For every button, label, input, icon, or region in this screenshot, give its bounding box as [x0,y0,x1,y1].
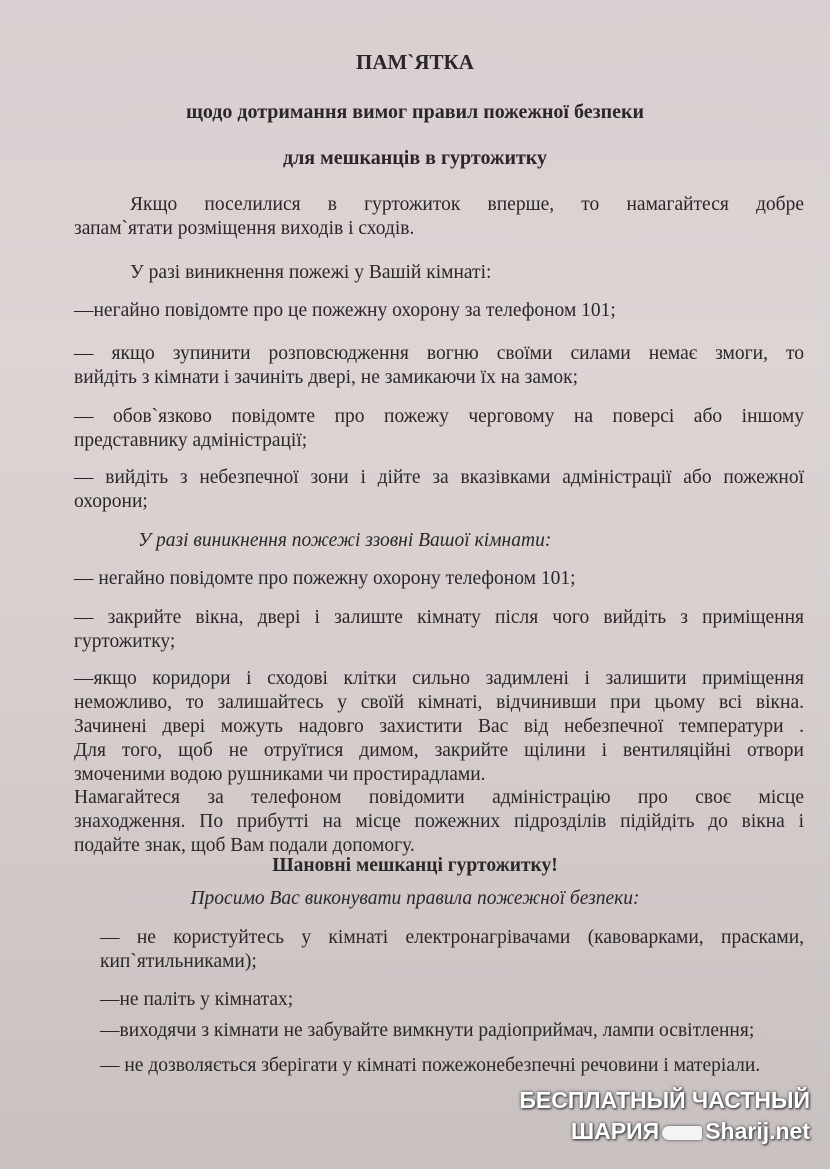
page-title: ПАМ`ЯТКА [356,50,474,74]
intro-line-2: запам`ятати розміщення виходів і сходів. [74,218,415,239]
subtitle-line-1: щодо дотримання вимог правил пожежної безпеки [185,101,645,123]
rule-4: — не дозволяється зберігати у кімнаті пожежонебезпечні речовини і матеріали. [100,1055,761,1076]
address-heading: Шановні мешканці гуртожитку! [272,855,558,876]
pointing-hand-icon [662,1126,702,1140]
outside-item-3-line-7: знаходження. По прибутті на місце пожежних підрозділів підійдіть до вікна і [74,811,804,832]
inside-item-2-line-1: — якщо зупинити розповсюдження вогню своїми силами немає змоги, то [74,343,804,364]
outside-heading: У разі виникнення пожежі ззовні Вашої кімнати: [138,530,552,551]
outside-item-3-line-5: змоченими водою рушниками чи простирадлами. [74,764,486,785]
rule-3: —виходячи з кімнати не забувайте вимкнути радіоприймач, лампи освітлення; [100,1020,755,1041]
intro-line-1: Якщо поселилися в гуртожиток вперше, то намагайтеся добре [130,194,804,215]
outside-item-3-line-2: неможливо, то залишайтесь у своїй кімнаті, відчинивши при цьому всі вікна. [74,692,804,713]
watermark-site: Sharij.net [705,1118,810,1144]
watermark-line-1: БЕСПЛАТНЫЙ ЧАСТНЫЙ [519,1087,810,1113]
inside-item-2-line-2: вийдіть з кімнати і зачиніть двері, не замикаючи їх на замок; [74,367,579,388]
watermark [519,1085,810,1147]
outside-item-2-line-2: гуртожитку; [74,631,176,652]
rule-1-line-2: кип`ятильниками); [100,951,257,972]
inside-item-3-line-1: — обов`язково повідомте про пожежу черговому на поверсі або іншому [74,406,804,427]
outside-item-3-line-4: Для того, щоб не отруїтися димом, закрийте щілини і вентиляційні отвори [74,740,804,761]
inside-item-3-line-2: представнику адміністрації; [74,430,308,451]
outside-item-3-line-1: —якщо коридори і сходові клітки сильно задимлені і залишити приміщення [74,668,804,689]
outside-item-3-line-8: подайте знак, щоб Вам подали допомогу. [74,835,415,856]
inside-item-4-line-2: охорони; [74,491,148,512]
inside-heading: У разі виникнення пожежі у Вашій кімнаті: [130,262,492,283]
subtitle-line-2: для мешканців в гуртожитку [282,147,548,169]
inside-item-4-line-1: — вийдіть з небезпечної зони і дійте за вказівками адміністрації або пожежної [74,467,804,488]
inside-item-1: —негайно повідомте про це пожежну охорону за телефоном 101; [74,300,616,321]
outside-item-3-line-3: Зачинені двері можуть надовго захистити Вас від небезпечної температури . [74,716,804,737]
outside-item-3-line-6: Намагайтеся за телефоном повідомити адміністрацію про своє місце [74,787,804,808]
request-heading: Просимо Вас виконувати правила пожежної безпеки: [190,888,640,909]
watermark-brand: ШАРИЯ [571,1118,660,1144]
outside-item-2-line-1: — закрийте вікна, двері і залиште кімнату після чого вийдіть з приміщення [74,607,804,628]
rule-2: —не паліть у кімнатах; [100,989,294,1010]
watermark-line-2 [519,1116,810,1147]
outside-item-1: — негайно повідомте про пожежну охорону телефоном 101; [74,568,576,589]
rule-1-line-1: — не користуйтесь у кімнаті електронагрівачами (кавоварками, прасками, [100,927,804,948]
